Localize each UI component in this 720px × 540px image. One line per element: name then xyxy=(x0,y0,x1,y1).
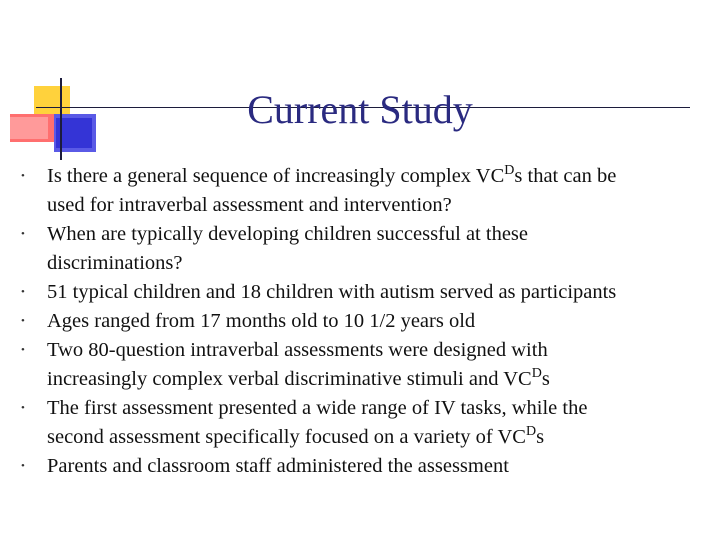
bullet-line: When are typically developing children successful at these xyxy=(47,223,528,245)
bullet-line: Ages ranged from 17 months old to 10 1/2 years old xyxy=(47,310,476,332)
bullet-line: increasingly complex verbal discriminative stimuli and $VC^Ds$ xyxy=(47,366,550,390)
bullet-line: 51 typical children and 18 children with autism served as participants xyxy=(47,281,617,303)
bullet-item xyxy=(0,278,720,307)
bullet-item xyxy=(0,336,720,394)
bullet-line: Two 80-question intraverbal assessments were designed with xyxy=(47,339,548,361)
bullet-icon: • xyxy=(21,286,25,298)
bullet-icon: • xyxy=(21,344,25,356)
bullet-icon: • xyxy=(21,460,25,472)
bullet-icon: • xyxy=(21,315,25,327)
bullet-item xyxy=(0,394,720,452)
bullet-line: The first assessment presented a wide range of IV tasks, while the xyxy=(47,397,588,419)
bullet-list xyxy=(0,162,720,481)
bullet-item xyxy=(0,162,720,220)
bullet-icon: • xyxy=(21,170,25,182)
decor-red-square-inner xyxy=(10,117,48,139)
decor-vertical-line xyxy=(60,78,62,160)
bullet-item xyxy=(0,307,720,336)
bullet-line: used for intraverbal assessment and intervention? xyxy=(47,194,452,216)
slide-title: Current Study xyxy=(247,87,473,132)
bullet-line: second assessment specifically focused on a variety of $VC^Ds$ xyxy=(47,424,545,448)
bullet-icon: • xyxy=(21,228,25,240)
bullet-line: discriminations? xyxy=(47,252,183,274)
bullet-item xyxy=(0,452,720,481)
bullet-line: Is there a general sequence of increasingly complex $VC^Ds$ that can be xyxy=(47,163,617,187)
bullet-item xyxy=(0,220,720,278)
bullet-icon: • xyxy=(21,402,25,414)
bullet-line: Parents and classroom staff administered the assessment xyxy=(47,455,509,477)
